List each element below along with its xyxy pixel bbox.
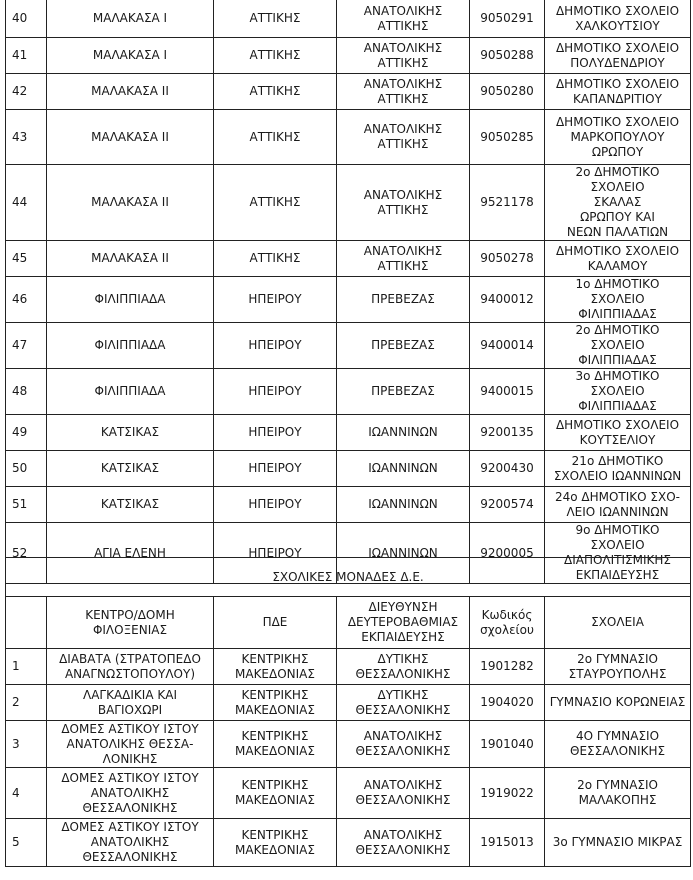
cell-directorate: ΑΝΑΤΟΛΙΚΗΣ ΑΤΤΙΚΗΣ (337, 165, 470, 241)
cell-region: ΑΤΤΙΚΗΣ (214, 241, 337, 277)
cell-directorate: ΑΝΑΤΟΛΙΚΗΣ ΑΤΤΙΚΗΣ (337, 241, 470, 277)
cell-school-code: 9200574 (470, 487, 545, 523)
header-school-code: Κωδικός σχολείου (470, 597, 545, 649)
cell-directorate: ΑΝΑΤΟΛΙΚΗΣ ΑΤΤΙΚΗΣ (337, 110, 470, 165)
cell-location: ΚΑΤΣΙΚΑΣ (47, 415, 214, 451)
cell-number: 49 (6, 415, 47, 451)
cell-region: ΚΕΝΤΡΙΚΗΣ ΜΑΚΕΔΟΝΙΑΣ (214, 685, 337, 721)
table-title: ΣΧΟΛΙΚΕΣ ΜΟΝΑΔΕΣ Δ.Ε. (6, 558, 691, 597)
cell-school-code: 9521178 (470, 165, 545, 241)
table-row (6, 165, 691, 241)
cell-location: ΦΙΛΙΠΠΙΑΔΑ (47, 323, 214, 369)
table-row (6, 649, 691, 685)
cell-school-code: 9050291 (470, 0, 545, 38)
cell-school-code: 1901040 (470, 721, 545, 768)
cell-school: 9ο ΔΗΜΟΤΙΚΟ ΣΧΟΛΕΙΟ ΔΙΑΠΟΛΙΤΙΣΜΙΚΗΣ ΕΚΠΑΙΔΕΥΣΗΣ (545, 523, 691, 584)
cell-location: ΜΑΛΑΚΑΣΑ ΙΙ (47, 241, 214, 277)
cell-directorate: ΔΥΤΙΚΗΣ ΘΕΣΣΑΛΟΝΙΚΗΣ (337, 685, 470, 721)
header-region: ΠΔΕ (214, 597, 337, 649)
cell-region: ΑΤΤΙΚΗΣ (214, 110, 337, 165)
cell-location: ΜΑΛΑΚΑΣΑ ΙΙ (47, 74, 214, 110)
cell-school-code: 9200135 (470, 415, 545, 451)
cell-region: ΚΕΝΤΡΙΚΗΣ ΜΑΚΕΔΟΝΙΑΣ (214, 819, 337, 867)
cell-directorate: ΙΩΑΝΝΙΝΩΝ (337, 487, 470, 523)
table-row (6, 487, 691, 523)
cell-school-code: 1901282 (470, 649, 545, 685)
cell-location: ΜΑΛΑΚΑΣΑ ΙΙ (47, 165, 214, 241)
cell-school-code: 9200430 (470, 451, 545, 487)
table-row (6, 369, 691, 415)
header-number (6, 597, 47, 649)
cell-school-code: 9400012 (470, 277, 545, 323)
cell-region: ΑΤΤΙΚΗΣ (214, 38, 337, 74)
cell-school: ΔΗΜΟΤΙΚΟ ΣΧΟΛΕΙΟ ΚΑΠΑΝΔΡΙΤΙΟΥ (545, 74, 691, 110)
table-row (6, 38, 691, 74)
cell-region: ΑΤΤΙΚΗΣ (214, 165, 337, 241)
cell-school-code: 9050278 (470, 241, 545, 277)
cell-school-code: 9050280 (470, 74, 545, 110)
table-row (6, 451, 691, 487)
cell-region: ΚΕΝΤΡΙΚΗΣ ΜΑΚΕΔΟΝΙΑΣ (214, 649, 337, 685)
table-row (6, 277, 691, 323)
cell-number: 4 (6, 768, 47, 819)
cell-directorate: ΔΥΤΙΚΗΣ ΘΕΣΣΑΛΟΝΙΚΗΣ (337, 649, 470, 685)
cell-number: 48 (6, 369, 47, 415)
cell-location: ΔΟΜΕΣ ΑΣΤΙΚΟΥ ΙΣΤΟΥ ΑΝΑΤΟΛΙΚΗΣ ΘΕΣΣΑΛΟΝΙΚΗΣ (47, 768, 214, 819)
cell-school: ΔΗΜΟΤΙΚΟ ΣΧΟΛΕΙΟ ΚΑΛΑΜΟΥ (545, 241, 691, 277)
table-header-row (6, 597, 691, 649)
cell-school: 2ο ΓΥΜΝΑΣΙΟ ΣΤΑΥΡΟΥΠΟΛΗΣ (545, 649, 691, 685)
table-row (6, 819, 691, 867)
cell-location: ΑΓΙΑ ΕΛΕΝΗ (47, 523, 214, 584)
table-row (6, 74, 691, 110)
cell-region: ΗΠΕΙΡΟΥ (214, 369, 337, 415)
cell-region: ΑΤΤΙΚΗΣ (214, 74, 337, 110)
cell-school-code: 9200005 (470, 523, 545, 584)
cell-directorate: ΑΝΑΤΟΛΙΚΗΣ ΘΕΣΣΑΛΟΝΙΚΗΣ (337, 819, 470, 867)
primary-schools-table (5, 0, 691, 584)
cell-number: 52 (6, 523, 47, 584)
cell-school: 1ο ΔΗΜΟΤΙΚΟ ΣΧΟΛΕΙΟ ΦΙΛΙΠΠΙΑΔΑΣ (545, 277, 691, 323)
cell-number: 45 (6, 241, 47, 277)
cell-school-code: 1904020 (470, 685, 545, 721)
cell-school-code: 9400014 (470, 323, 545, 369)
cell-location: ΜΑΛΑΚΑΣΑ Ι (47, 0, 214, 38)
table-title-row (6, 558, 691, 597)
cell-school: 3ο ΔΗΜΟΤΙΚΟ ΣΧΟΛΕΙΟ ΦΙΛΙΠΠΙΑΔΑΣ (545, 369, 691, 415)
cell-school: 2ο ΓΥΜΝΑΣΙΟ ΜΑΛΑΚΟΠΗΣ (545, 768, 691, 819)
cell-school: 2ο ΔΗΜΟΤΙΚΟ ΣΧΟΛΕΙΟ ΦΙΛΙΠΠΙΑΔΑΣ (545, 323, 691, 369)
cell-directorate: ΙΩΑΝΝΙΝΩΝ (337, 451, 470, 487)
table-row (6, 685, 691, 721)
cell-school-code: 9400015 (470, 369, 545, 415)
cell-directorate: ΑΝΑΤΟΛΙΚΗΣ ΘΕΣΣΑΛΟΝΙΚΗΣ (337, 768, 470, 819)
cell-directorate: ΠΡΕΒΕΖΑΣ (337, 277, 470, 323)
cell-region: ΗΠΕΙΡΟΥ (214, 415, 337, 451)
cell-location: ΚΑΤΣΙΚΑΣ (47, 451, 214, 487)
cell-number: 47 (6, 323, 47, 369)
cell-region: ΚΕΝΤΡΙΚΗΣ ΜΑΚΕΔΟΝΙΑΣ (214, 721, 337, 768)
cell-number: 51 (6, 487, 47, 523)
cell-school-code: 9050288 (470, 38, 545, 74)
table-row (6, 721, 691, 768)
cell-directorate: ΑΝΑΤΟΛΙΚΗΣ ΑΤΤΙΚΗΣ (337, 0, 470, 38)
table-row (6, 323, 691, 369)
cell-number: 42 (6, 74, 47, 110)
cell-school: ΔΗΜΟΤΙΚΟ ΣΧΟΛΕΙΟ ΠΟΛΥΔΕΝΔΡΙΟΥ (545, 38, 691, 74)
cell-number: 40 (6, 0, 47, 38)
cell-school: 21ο ΔΗΜΟΤΙΚΟ ΣΧΟΛΕΙΟ ΙΩΑΝΝΙΝΩΝ (545, 451, 691, 487)
cell-region: ΑΤΤΙΚΗΣ (214, 0, 337, 38)
cell-school-code: 1919022 (470, 768, 545, 819)
cell-region: ΗΠΕΙΡΟΥ (214, 451, 337, 487)
cell-location: ΜΑΛΑΚΑΣΑ Ι (47, 38, 214, 74)
table-row (6, 110, 691, 165)
cell-location: ΔΙΑΒΑΤΑ (ΣΤΡΑΤΟΠΕΔΟ ΑΝΑΓΝΩΣΤΟΠΟΥΛΟΥ) (47, 649, 214, 685)
table-row (6, 0, 691, 38)
cell-location: ΜΑΛΑΚΑΣΑ ΙΙ (47, 110, 214, 165)
cell-location: ΔΟΜΕΣ ΑΣΤΙΚΟΥ ΙΣΤΟΥ ΑΝΑΤΟΛΙΚΗΣ ΘΕΣΣΑ- ΛΟΝΙΚΗΣ (47, 721, 214, 768)
cell-school-code: 9050285 (470, 110, 545, 165)
cell-directorate: ΙΩΑΝΝΙΝΩΝ (337, 523, 470, 584)
cell-directorate: ΑΝΑΤΟΛΙΚΗΣ ΘΕΣΣΑΛΟΝΙΚΗΣ (337, 721, 470, 768)
cell-directorate: ΠΡΕΒΕΖΑΣ (337, 323, 470, 369)
cell-school: 4Ο ΓΥΜΝΑΣΙΟ ΘΕΣΣΑΛΟΝΙΚΗΣ (545, 721, 691, 768)
cell-directorate: ΑΝΑΤΟΛΙΚΗΣ ΑΤΤΙΚΗΣ (337, 38, 470, 74)
secondary-schools-table (5, 557, 691, 867)
table-row (6, 415, 691, 451)
cell-region: ΗΠΕΙΡΟΥ (214, 523, 337, 584)
cell-number: 3 (6, 721, 47, 768)
cell-directorate: ΑΝΑΤΟΛΙΚΗΣ ΑΤΤΙΚΗΣ (337, 74, 470, 110)
cell-region: ΗΠΕΙΡΟΥ (214, 277, 337, 323)
cell-number: 44 (6, 165, 47, 241)
cell-school: ΓΥΜΝΑΣΙΟ ΚΟΡΩΝΕΙΑΣ (545, 685, 691, 721)
cell-region: ΗΠΕΙΡΟΥ (214, 323, 337, 369)
cell-school: ΔΗΜΟΤΙΚΟ ΣΧΟΛΕΙΟ ΚΟΥΤΣΕΛΙΟΥ (545, 415, 691, 451)
cell-number: 5 (6, 819, 47, 867)
cell-number: 1 (6, 649, 47, 685)
cell-region: ΗΠΕΙΡΟΥ (214, 487, 337, 523)
cell-school: 2ο ΔΗΜΟΤΙΚΟ ΣΧΟΛΕΙΟ ΣΚΑΛΑΣ ΩΡΩΠΟΥ ΚΑΙ ΝΕΩΝ ΠΑΛΑΤΙΩΝ (545, 165, 691, 241)
cell-number: 41 (6, 38, 47, 74)
table-row (6, 241, 691, 277)
cell-location: ΦΙΛΙΠΠΙΑΔΑ (47, 369, 214, 415)
cell-school: 24ο ΔΗΜΟΤΙΚΟ ΣΧΟ- ΛΕΙΟ ΙΩΑΝΝΙΝΩΝ (545, 487, 691, 523)
cell-school: ΔΗΜΟΤΙΚΟ ΣΧΟΛΕΙΟ ΧΑΛΚΟΥΤΣΙΟΥ (545, 0, 691, 38)
cell-region: ΚΕΝΤΡΙΚΗΣ ΜΑΚΕΔΟΝΙΑΣ (214, 768, 337, 819)
cell-number: 46 (6, 277, 47, 323)
header-schools: ΣΧΟΛΕΙΑ (545, 597, 691, 649)
header-directorate: ΔΙΕΥΘΥΝΣΗ ΔΕΥΤΕΡΟΒΑΘΜΙΑΣ ΕΚΠΑΙΔΕΥΣΗΣ (337, 597, 470, 649)
cell-number: 43 (6, 110, 47, 165)
cell-directorate: ΙΩΑΝΝΙΝΩΝ (337, 415, 470, 451)
cell-location: ΛΑΓΚΑΔΙΚΙΑ ΚΑΙ ΒΑΓΙΟΧΩΡΙ (47, 685, 214, 721)
cell-location: ΔΟΜΕΣ ΑΣΤΙΚΟΥ ΙΣΤΟΥ ΑΝΑΤΟΛΙΚΗΣ ΘΕΣΣΑΛΟΝΙΚΗΣ (47, 819, 214, 867)
cell-school: 3ο ΓΥΜΝΑΣΙΟ ΜΙΚΡΑΣ (545, 819, 691, 867)
cell-school-code: 1915013 (470, 819, 545, 867)
table-row (6, 768, 691, 819)
cell-number: 2 (6, 685, 47, 721)
cell-directorate: ΠΡΕΒΕΖΑΣ (337, 369, 470, 415)
cell-number: 50 (6, 451, 47, 487)
header-location: ΚΕΝΤΡΟ/ΔΟΜΗ ΦΙΛΟΞΕΝΙΑΣ (47, 597, 214, 649)
cell-location: ΦΙΛΙΠΠΙΑΔΑ (47, 277, 214, 323)
cell-location: ΚΑΤΣΙΚΑΣ (47, 487, 214, 523)
cell-school: ΔΗΜΟΤΙΚΟ ΣΧΟΛΕΙΟ ΜΑΡΚΟΠΟΥΛΟΥ ΩΡΩΠΟΥ (545, 110, 691, 165)
